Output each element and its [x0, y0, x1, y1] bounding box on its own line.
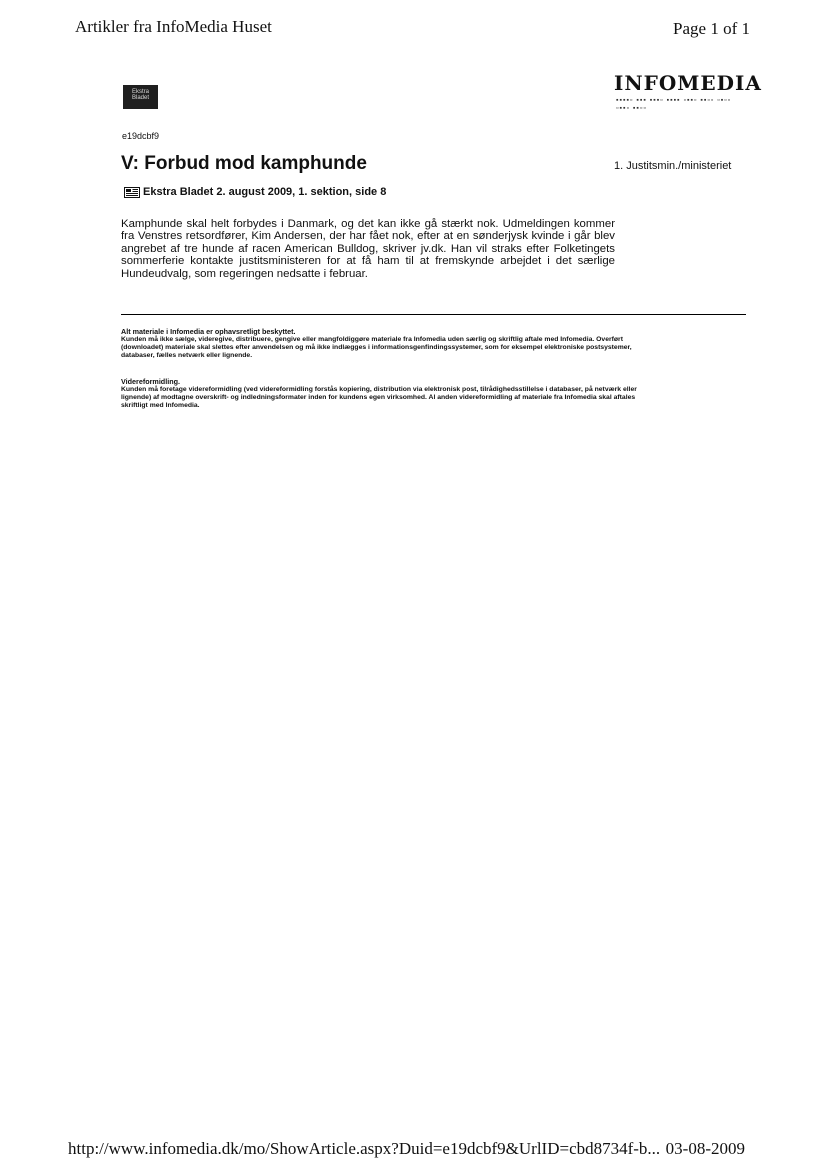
article-body: Kamphunde skal helt forbydes i Danmark, og det kan ikke gå stærkt nok. Udmeldingen kommer fra Venstres retsordfører, Kim Andersen, der har fået nok, efter at en sønderjysk kvinde i går blev angrebet af tre hunde af racen American Bulldog, skriver jv.dk. Han vil straks efter Folketingets sommerferie kontakte justitsministeren for at få ham til at fremskynde arbejdet i det særlige Hundeudvalg, som regeringen nedsatte i februar.	[121, 218, 615, 280]
infomedia-logo: INFOMEDIA	[614, 71, 762, 95]
copyright-heading: Alt materiale i Infomedia er ophavsretligt beskyttet.	[121, 327, 296, 336]
redistribution-notice	[121, 378, 641, 410]
copyright-text: Kunden må ikke sælge, videregive, distribuere, gengive eller mangfoldiggøre materiale fra Infomedia uden særlig og skriftlig aftale med Infomedia. Overført (downloadet) materiale skal slettes efter anvendelsen og må ikke indlægges i informationsgenfindingssystemer, som for eksempel elektroniske postsystemer, databaser, fælles netværk eller lignende.	[121, 336, 632, 360]
article-source-text: Ekstra Bladet 2. august 2009, 1. sektion, side 8	[143, 186, 387, 198]
copyright-notice	[121, 328, 641, 360]
redistribution-heading: Videreformidling.	[121, 377, 180, 386]
ekstra-bladet-logo: Ekstra Bladet	[123, 85, 158, 109]
newspaper-icon	[124, 187, 140, 198]
print-header-title: Artikler fra InfoMedia Huset	[75, 17, 272, 36]
print-footer-url: http://www.infomedia.dk/mo/ShowArticle.aspx?Duid=e19dcbf9&UrlID=cbd8734f-b...	[68, 1139, 661, 1158]
redistribution-text: Kunden må foretage videreformidling (ved videreformidling forstås kopiering, distribution via elektronisk post, tilrådighedsstillelse i databaser, på netværk eller lignende) af modtagne overskrift- og indledningsformater inden for kundens egen virksomhed. Al anden videreformidling af materiale fra Infomedia skal aftales skriftligt med Infomedia.	[121, 386, 637, 410]
article-category: 1. Justitsmin./ministeriet	[614, 160, 732, 172]
print-footer-date: 03-08-2009	[665, 1139, 745, 1158]
infomedia-logo-dots: ▪▪▪▪▫ ▪▪▪ ▪▪▪▫ ▪▪▪▪ ▫▪▪▫ ▪▪▫▫ ▫▪▫▫ ▫▪▪▫ ▪▪▫▫	[616, 97, 732, 112]
article-title: V: Forbud mod kamphunde	[121, 153, 367, 174]
page-count: Page 1 of 1	[673, 19, 750, 38]
article-id: e19dcbf9	[122, 131, 160, 141]
divider	[121, 314, 746, 315]
article-source	[124, 186, 386, 198]
